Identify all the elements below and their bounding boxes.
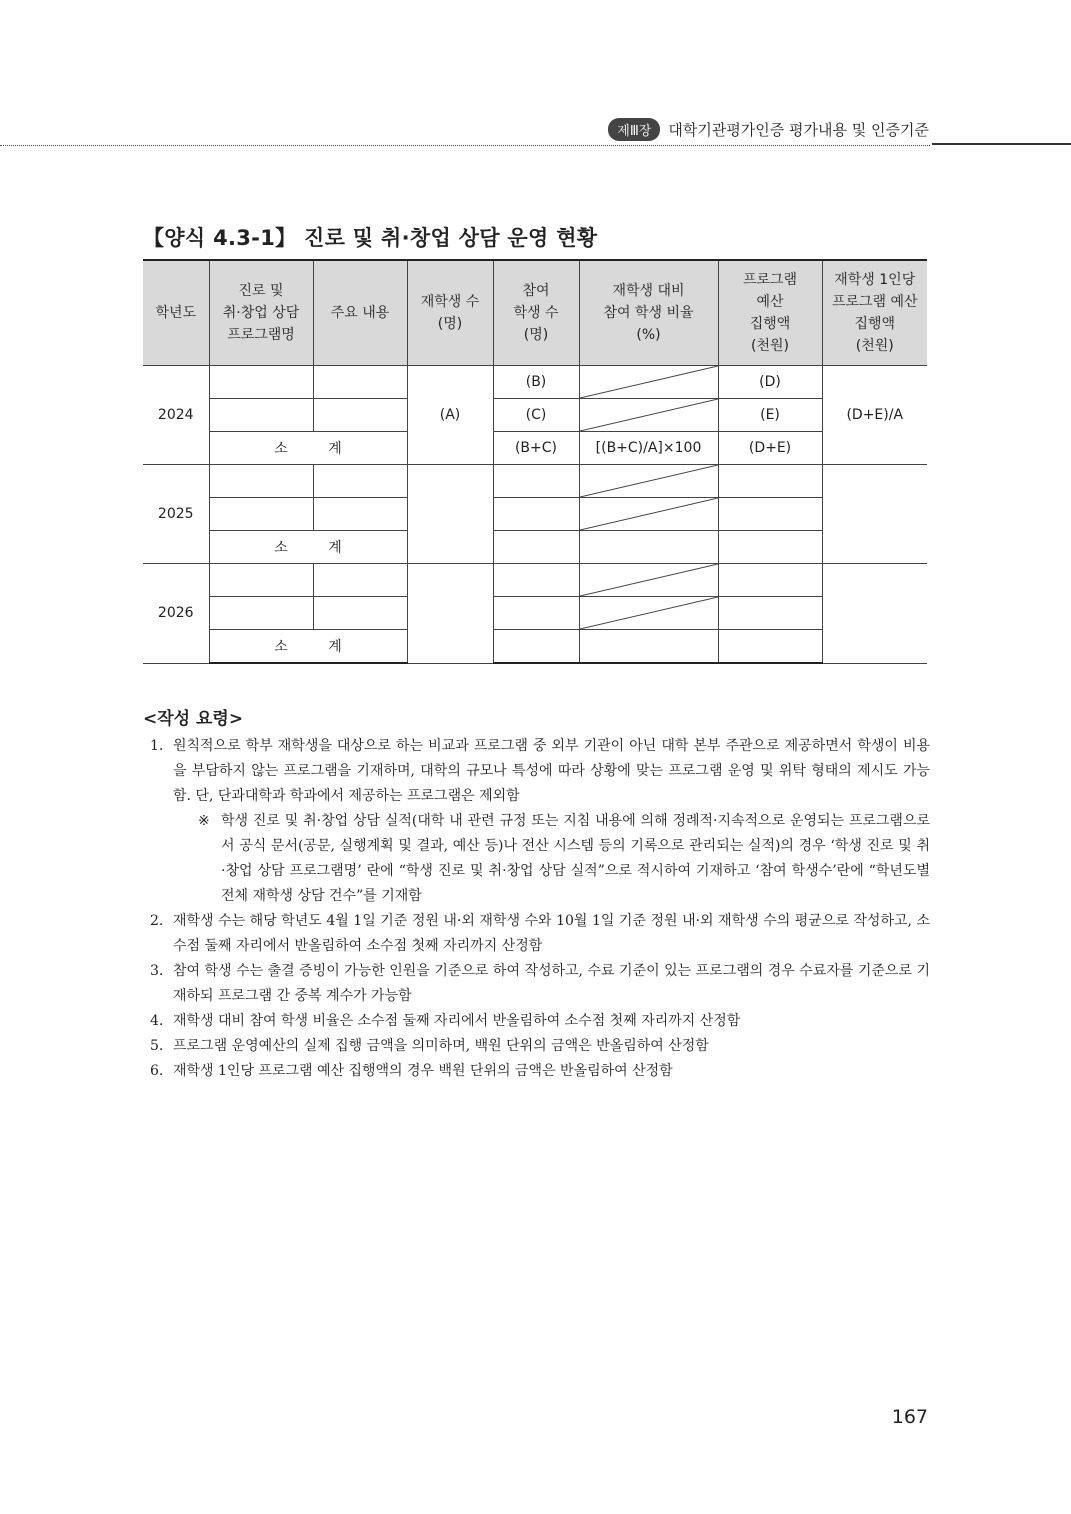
main-content-cell [313, 465, 407, 498]
subtotal-label: 소 계 [209, 432, 407, 465]
table-header-row [143, 260, 927, 366]
program-name-cell [209, 399, 313, 432]
header-per-student: 재학생 1인당 프로그램 예산 집행액 (천원) [822, 260, 927, 366]
ratio-diagonal-cell [579, 498, 718, 531]
enrolled-cell-2026 [407, 564, 493, 664]
budget-cell [718, 597, 822, 630]
ratio-diagonal-cell [579, 597, 718, 630]
header-budget: 프로그램 예산 집행액 (천원) [718, 260, 822, 366]
budget-cell [718, 465, 822, 498]
ratio-diagonal-cell [579, 564, 718, 597]
list-item: 2. 재학생 수는 해당 학년도 4월 1일 기준 정원 내·외 재학생 수와 10월 1일 기준 정원 내·외 재학생 수의 평균으로 작성하고, 소수점 둘째 자리에서 반올림하여 소수점 첫째 자리까지 산정함 [150, 913, 930, 954]
program-name-cell [209, 465, 313, 498]
year-cell-2025: 2025 [143, 465, 209, 564]
header-ratio: 재학생 대비 참여 학생 비율 (%) [579, 260, 718, 366]
table-row [143, 366, 927, 399]
table-row [143, 597, 927, 630]
program-name-cell [209, 366, 313, 399]
list-item: 5. 프로그램 운영예산의 실제 집행 금액을 의미하며, 백원 단위의 금액은 반올림하여 산정함 [150, 1038, 709, 1054]
budget-subtotal: (D+E) [718, 432, 822, 465]
header-program-name: 진로 및 취·창업 상담 프로그램명 [209, 260, 313, 366]
guide-list [150, 734, 930, 1084]
enrolled-cell-2024: (A) [407, 366, 493, 465]
participants-subtotal [493, 630, 579, 664]
participants-subtotal [493, 531, 579, 564]
budget-cell [718, 564, 822, 597]
ratio-cell [579, 531, 718, 564]
list-item: 3. 참여 학생 수는 출결 증빙이 가능한 인원을 기준으로 하여 작성하고, 수료 기준이 있는 프로그램의 경우 수료자를 기준으로 기재하되 프로그램 간 중복 계수가 가능함 [150, 963, 930, 1004]
chapter-title: 대학기관평가인증 평가내용 및 인증기준 [668, 121, 929, 139]
main-content-cell [313, 399, 407, 432]
table-row [143, 498, 927, 531]
ratio-formula: [(B+C)/A]×100 [579, 432, 718, 465]
participants-cell [493, 597, 579, 630]
list-item: 1. 원칙적으로 학부 재학생을 대상으로 하는 비교과 프로그램 중 외부 기관이 아닌 대학 본부 주관으로 제공하면서 학생이 비용을 부담하지 않는 프로그램을 기재하며, 대학의 규모나 특성에 따라 상황에 맞는 프로그램 운영 및 위탁 형태의 제시도 가능함. 단, 단과대학과 학과에서 제공하는 프로그램은 제외함 ※ 학생 진로 및 취·창업 상담 실적(대학 내 관련 규정 또는 지침 내용에 의해 정례적·지속적으로 운영되는 프로그램으로서 공식 문서(공문, 실행계획 및 결과, 예산 등)나 전산 시스템 등의 기록으로 관리되는 실적)의 경우 ‘학생 진로 및 취·창업 상담 프로그램명’ 란에 “학생 진로 및 취·창업 상담 실적”으로 적시하여 기재하고 ‘참여 학생수’란에 “학년도별 전체 재학생 상담 건수”를 기재함 [150, 734, 930, 909]
guide-note: ※ 학생 진로 및 취·창업 상담 실적(대학 내 관련 규정 또는 지침 내용에 의해 정례적·지속적으로 운영되는 프로그램으로서 공식 문서(공문, 실행계획 및 결과, 예산 등)나 전산 시스템 등의 기록으로 관리되는 실적)의 경우 ‘학생 진로 및 취·창업 상담 프로그램명’ 란에 “학생 진로 및 취·창업 상담 실적”으로 적시하여 기재하고 ‘참여 학생수’란에 “학년도별 전체 재학생 상담 건수”를 기재함 [173, 809, 930, 909]
participants-subtotal: (B+C) [493, 432, 579, 465]
program-name-cell [209, 597, 313, 630]
guide-title: <작성 요령> [143, 709, 244, 729]
budget-cell [718, 498, 822, 531]
participants-cell: (B) [493, 366, 579, 399]
table-row [143, 465, 927, 498]
header-main-content: 주요 내용 [313, 260, 407, 366]
main-content-cell [313, 564, 407, 597]
per-student-cell-2025 [822, 465, 927, 564]
form-title: 【양식 4.3-1】 진로 및 취·창업 상담 운영 현황 [143, 226, 598, 250]
chapter-badge: 제Ⅲ장 [608, 118, 660, 141]
year-cell-2024: 2024 [143, 366, 209, 465]
subtotal-row [143, 531, 927, 564]
subtotal-row [143, 630, 927, 664]
header-enrolled: 재학생 수 (명) [407, 260, 493, 366]
budget-cell: (E) [718, 399, 822, 432]
year-cell-2026: 2026 [143, 564, 209, 664]
header-dotted-rule [0, 145, 930, 146]
main-content-cell [313, 597, 407, 630]
budget-cell: (D) [718, 366, 822, 399]
list-item: 4. 재학생 대비 참여 학생 비율은 소수점 둘째 자리에서 반올림하여 소수점 첫째 자리까지 산정함 [150, 1013, 741, 1029]
counseling-status-table [143, 259, 927, 664]
per-student-cell-2026 [822, 564, 927, 664]
participants-cell [493, 564, 579, 597]
header-participants: 참여 학생 수 (명) [493, 260, 579, 366]
participants-cell [493, 498, 579, 531]
ratio-diagonal-cell [579, 399, 718, 432]
page-number: 167 [891, 1406, 928, 1428]
subtotal-row [143, 432, 927, 465]
list-item: 6. 재학생 1인당 프로그램 예산 집행액의 경우 백원 단위의 금액은 반올림하여 산정함 [150, 1063, 673, 1079]
main-content-cell [313, 366, 407, 399]
header-year: 학년도 [143, 260, 209, 366]
main-content-cell [313, 498, 407, 531]
budget-subtotal [718, 630, 822, 664]
participants-cell [493, 465, 579, 498]
ratio-diagonal-cell [579, 366, 718, 399]
budget-subtotal [718, 531, 822, 564]
participants-cell: (C) [493, 399, 579, 432]
program-name-cell [209, 564, 313, 597]
program-name-cell [209, 498, 313, 531]
per-student-cell-2024: (D+E)/A [822, 366, 927, 465]
header-solid-rule [932, 143, 1071, 145]
chapter-header [608, 118, 929, 141]
enrolled-cell-2025 [407, 465, 493, 564]
subtotal-label: 소 계 [209, 531, 407, 564]
ratio-diagonal-cell [579, 465, 718, 498]
ratio-cell [579, 630, 718, 664]
reference-mark: ※ [198, 813, 210, 829]
subtotal-label: 소 계 [209, 630, 407, 664]
table-row [143, 564, 927, 597]
table-row [143, 399, 927, 432]
